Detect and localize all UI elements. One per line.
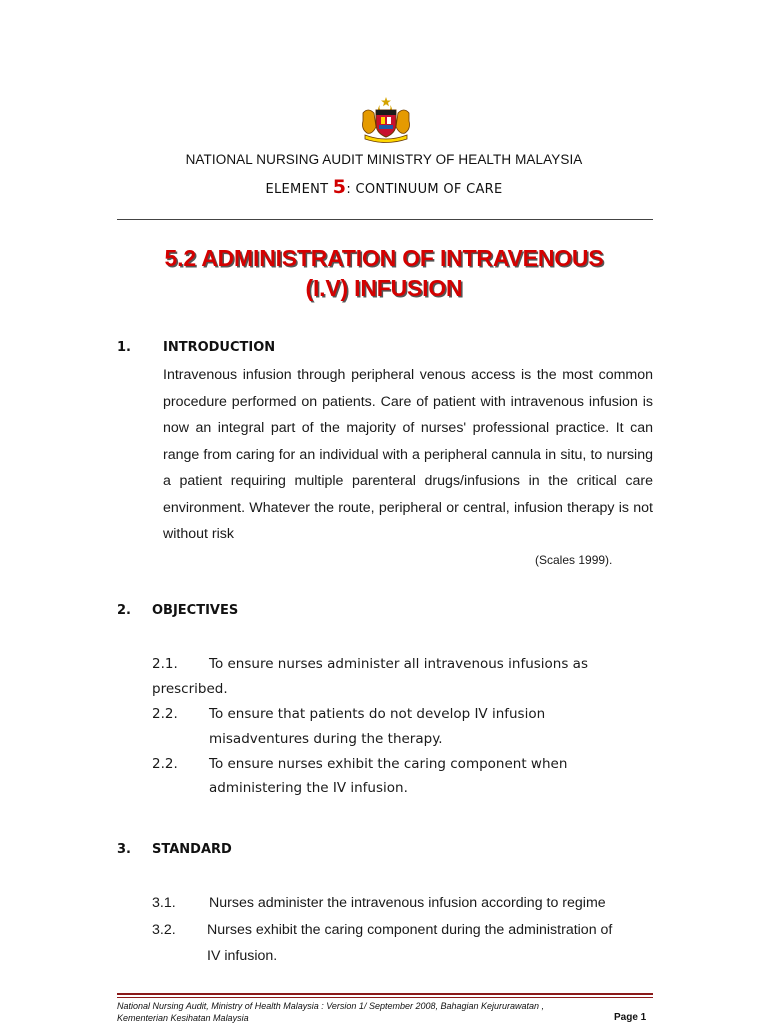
element-suffix: : CONTINUUM OF CARE	[346, 182, 503, 197]
header-divider	[117, 219, 653, 220]
section-number-objectives: 2.	[117, 603, 131, 618]
objective-text-continued: administering the IV infusion.	[209, 780, 408, 796]
standard-text: Nurses administer the intravenous infusion according to regime	[209, 895, 606, 911]
objective-number: 2.2.	[152, 756, 178, 772]
introduction-paragraph: Intravenous infusion through peripheral venous access is the most common procedure performed on patients. Care of patient with intravenous infusion is now an integral part of the majority of nurses' professional practice. It can range from caring for an individual with a peripheral cannula in situ, to nursing a patient requiring multiple parenteral drugs/infusions in the critical care environment. Whatever the route, peripheral or central, infusion therapy is not without risk	[163, 367, 653, 542]
element-prefix: ELEMENT	[265, 182, 333, 197]
objective-number: 2.1.	[152, 656, 178, 672]
citation: (Scales 1999).	[535, 553, 613, 567]
objective-text: To ensure that patients do not develop IV infusion	[209, 706, 546, 722]
footer-citation	[117, 1000, 547, 1024]
organization-header: NATIONAL NURSING AUDIT MINISTRY OF HEALTH MALAYSIA	[185, 152, 583, 167]
element-number: 5	[332, 176, 347, 198]
title-line-2: (I.V) INFUSION	[305, 275, 463, 301]
footer-line-2: Kementerian Kesihatan Malaysia	[117, 1013, 249, 1023]
objective-number: 2.2.	[152, 706, 178, 722]
page-title	[100, 243, 668, 303]
element-header	[0, 176, 768, 198]
objective-text-continued: misadventures during the therapy.	[209, 731, 443, 747]
objective-text: To ensure nurses exhibit the caring component when	[209, 756, 568, 772]
footer-line-1: National Nursing Audit, Ministry of Health Malaysia : Version 1/ September 2008, Bahagian Kejururawatan ,	[117, 1001, 545, 1011]
standard-text: Nurses exhibit the caring component during the administration of	[207, 922, 613, 938]
objective-text: To ensure nurses administer all intravenous infusions as	[209, 656, 588, 672]
footer-divider-thin	[117, 997, 653, 998]
section-heading-objectives: OBJECTIVES	[152, 603, 239, 618]
standard-text-continued: IV infusion.	[207, 948, 278, 964]
section-number-introduction: 1.	[117, 340, 131, 355]
section-number-standard: 3.	[117, 842, 131, 857]
title-line-1: 5.2 ADMINISTRATION OF INTRAVENOUS	[164, 245, 604, 271]
standard-number: 3.2.	[152, 922, 176, 938]
footer-divider-thick	[117, 993, 653, 995]
objective-text-continued: prescribed.	[152, 681, 228, 697]
coat-of-arms-icon	[357, 95, 415, 143]
section-heading-standard: STANDARD	[152, 842, 232, 857]
section-heading-introduction: INTRODUCTION	[163, 340, 276, 355]
standard-number: 3.1.	[152, 895, 176, 911]
page-number: Page 1	[614, 1012, 647, 1023]
